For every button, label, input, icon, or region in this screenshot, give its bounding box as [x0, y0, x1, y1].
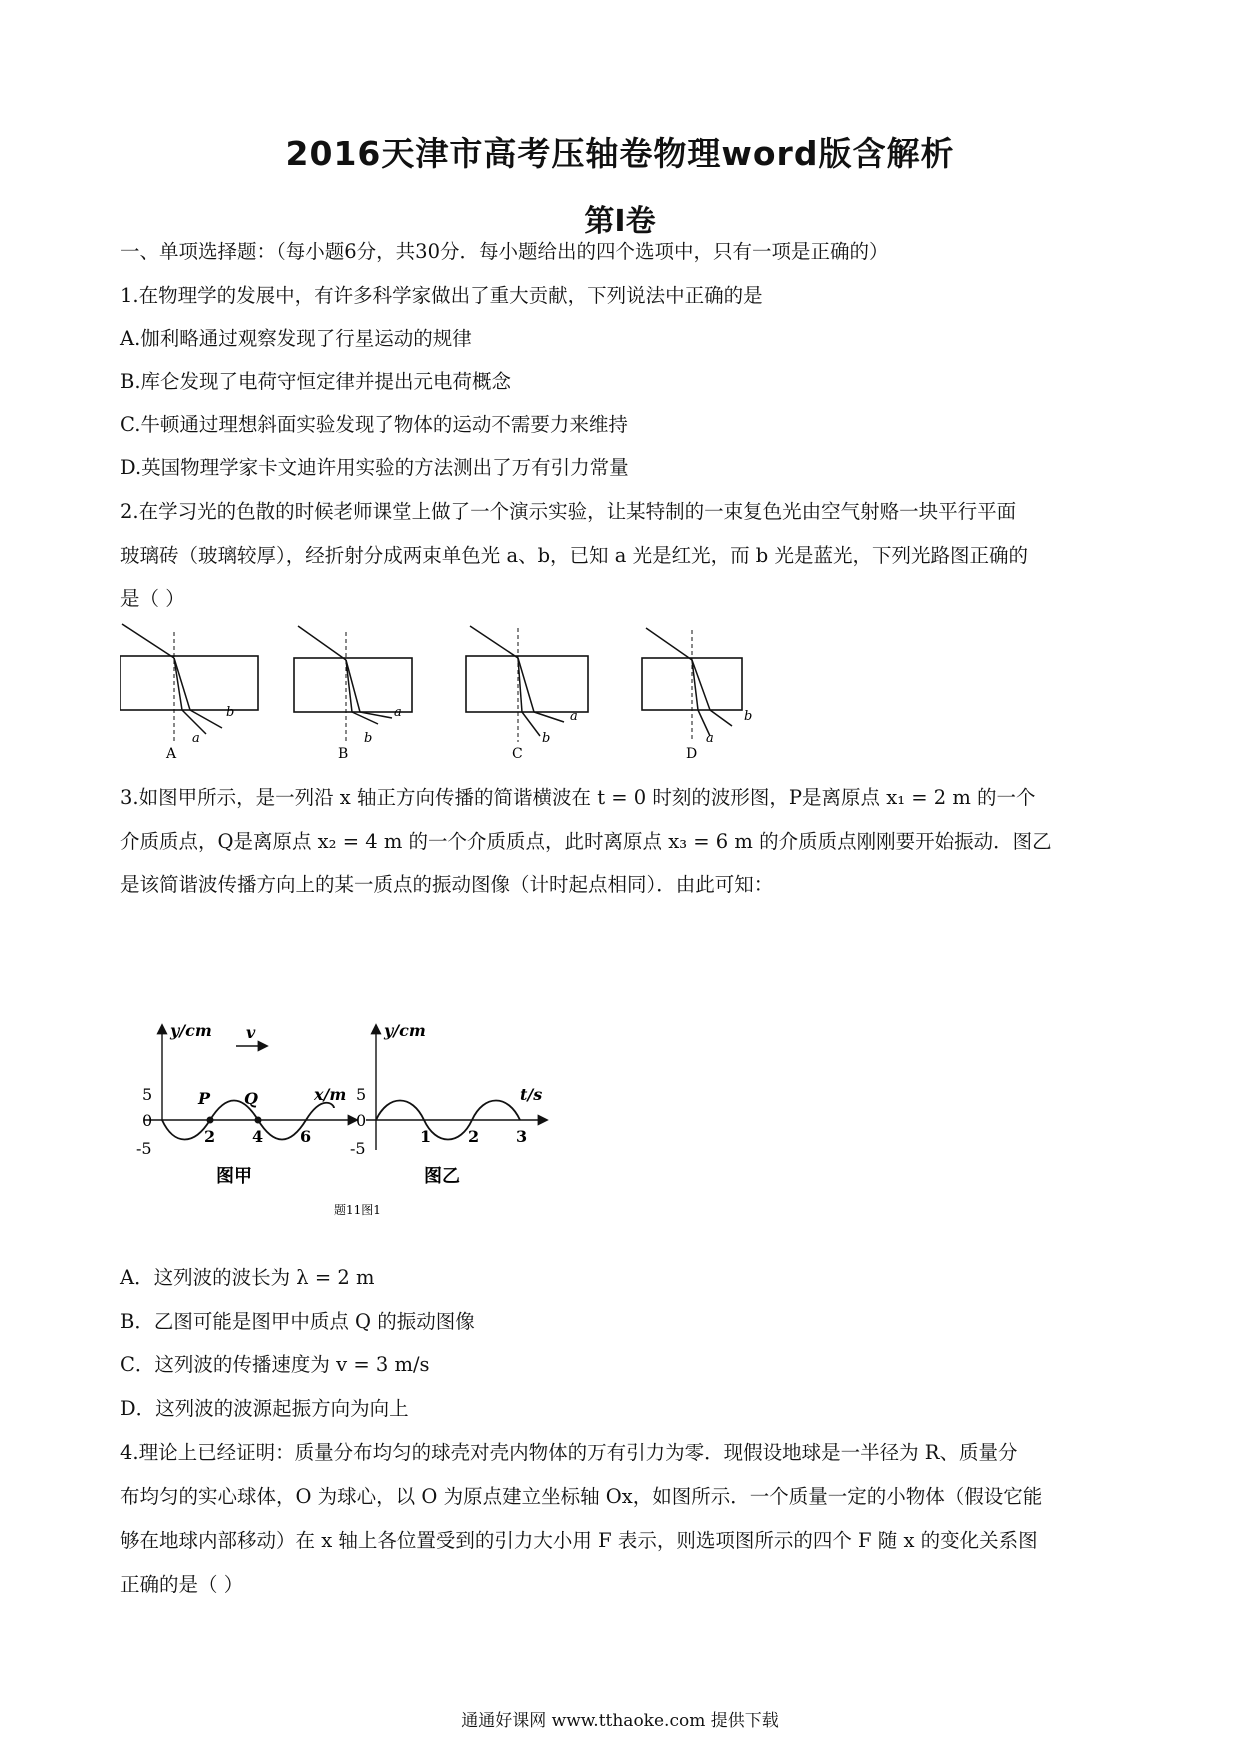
q2-stem-line-2: 玻璃砖（玻璃较厚），经折射分成两束单色光 a、b，已知 a 光是红光，而 b 光是蓝光，下列光路图正确的 [120, 544, 1028, 567]
q3-jia-label-p: P [198, 1089, 211, 1108]
q1-stem: 1.在物理学的发展中，有许多科学家做出了重大贡献，下列说法中正确的是 [120, 284, 763, 307]
q2-d-ray-label-2: b [744, 709, 753, 724]
q3-option-a: A．这列波的波长为 λ = 2 m [120, 1266, 375, 1289]
q3-jia-label-q: Q [244, 1089, 258, 1108]
q2-c-ray-label-2: a [570, 709, 578, 724]
q3-yi-xtick-1: 1 [420, 1127, 432, 1146]
q3-jia-xtick-4: 4 [252, 1127, 264, 1146]
q3-yi-xtick-3: 3 [516, 1127, 528, 1146]
q2-stem-line-3: 是（ ） [120, 587, 185, 610]
q3-figure-jia [136, 1021, 356, 1187]
q3-option-d: D．这列波的波源起振方向为向上 [120, 1397, 409, 1420]
q3-yi-xlabel: t/s [520, 1085, 543, 1104]
q4-stem-line-3: 够在地球内部移动）在 x 轴上各位置受到的引力大小用 F 表示，则选项图所示的四个 F 随 x 的变化关系图 [120, 1529, 1038, 1552]
q3-option-c: C．这列波的传播速度为 v = 3 m/s [120, 1353, 430, 1376]
section-heading: 一、单项选择题：（每小题6分，共30分．每小题给出的四个选项中，只有一项是正确的） [120, 240, 889, 263]
q2-diagram-c [466, 626, 588, 762]
q2-diagram-a [120, 624, 258, 762]
q3-jia-point-q [255, 1117, 262, 1124]
q3-yi-xtick-2: 2 [468, 1127, 480, 1146]
q3-figure-caption: 题11图1 [334, 1203, 381, 1217]
q1-option-a: A.伽利略通过观察发现了行星运动的规律 [120, 327, 472, 350]
q3-figure-yi [350, 1021, 546, 1187]
q2-diagram-d [642, 628, 752, 762]
q2-a-ray-label-1: a [192, 731, 200, 746]
q4-stem-line-2: 布均匀的实心球体，O 为球心，以 O 为原点建立坐标轴 Ox，如图所示．一个质量一定的小物体（假设它能 [120, 1485, 1043, 1508]
q3-jia-velocity-label: v [246, 1023, 256, 1042]
q3-stem-line-2: 介质质点，Q是离原点 x₂ = 4 m 的一个介质质点，此时离原点 x₃ = 6 m 的介质质点刚刚要开始振动．图乙 [120, 830, 1052, 853]
q2-diagram-label-b: B [338, 746, 349, 762]
q3-option-b: B．乙图可能是图甲中质点 Q 的振动图像 [120, 1310, 475, 1333]
page-footer: 通通好课网 www.tthaoke.com 提供下载 [461, 1711, 779, 1731]
q3-yi-caption: 图乙 [424, 1166, 460, 1187]
q3-jia-ylabel: y/cm [170, 1021, 212, 1040]
q3-yi-ytick-5: 5 [356, 1085, 367, 1104]
q2-c-ray-label-1: b [542, 731, 551, 746]
q3-jia-point-p [207, 1117, 214, 1124]
q1-option-c: C.牛顿通过理想斜面实验发现了物体的运动不需要力来维持 [120, 413, 628, 436]
q2-d-ray-label-1: a [706, 731, 714, 746]
q3-jia-xtick-6: 6 [300, 1127, 312, 1146]
q3-jia-xtick-2: 2 [204, 1127, 216, 1146]
q2-stem-line-1: 2.在学习光的色散的时候老师课堂上做了一个演示实验，让某特制的一束复色光由空气射赂一块平行平面 [120, 500, 1017, 523]
q3-stem-line-1: 3.如图甲所示，是一列沿 x 轴正方向传播的简谐横波在 t = 0 时刻的波形图，P是离原点 x₁ = 2 m 的一个 [120, 786, 1036, 809]
q3-yi-ytick-neg5: -5 [350, 1139, 366, 1158]
q4-stem-line-4: 正确的是（ ） [120, 1573, 244, 1596]
q3-wave-figures [134, 1018, 614, 1218]
q3-yi-ytick-0: 0 [356, 1111, 367, 1130]
q2-a-ray-label-2: b [226, 705, 235, 720]
q3-stem-line-3: 是该简谐波传播方向上的某一质点的振动图像（计时起点相同）．由此可知： [120, 873, 774, 896]
q3-jia-caption: 图甲 [216, 1166, 252, 1187]
q2-b-ray-label-1: b [364, 731, 373, 746]
q3-yi-ylabel: y/cm [384, 1021, 426, 1040]
q2-light-path-diagrams [120, 612, 880, 762]
q4-stem-line-1: 4.理论上已经证明：质量分布均匀的球壳对壳内物体的万有引力为零．现假设地球是一半径为 R、质量分 [120, 1441, 1018, 1464]
q2-b-ray-label-2: a [394, 705, 402, 720]
q2-diagram-b [294, 626, 412, 762]
q3-jia-ytick-0: 0 [142, 1111, 153, 1130]
q2-diagram-label-c: C [512, 746, 523, 762]
q3-jia-ytick-5: 5 [142, 1085, 153, 1104]
q3-jia-xlabel: x/m [314, 1085, 347, 1104]
section-subtitle: 第Ⅰ卷 [584, 204, 656, 239]
q1-option-b: B.库仑发现了电荷守恒定律并提出元电荷概念 [120, 370, 512, 393]
q2-diagram-label-a: A [166, 746, 177, 762]
q1-option-d: D.英国物理学家卡文迪许用实验的方法测出了万有引力常量 [120, 456, 629, 479]
q3-jia-ytick-neg5: -5 [136, 1139, 152, 1158]
q2-diagram-label-d: D [686, 746, 698, 762]
document-title: 2016天津市高考压轴卷物理word版含解析 [285, 134, 955, 173]
